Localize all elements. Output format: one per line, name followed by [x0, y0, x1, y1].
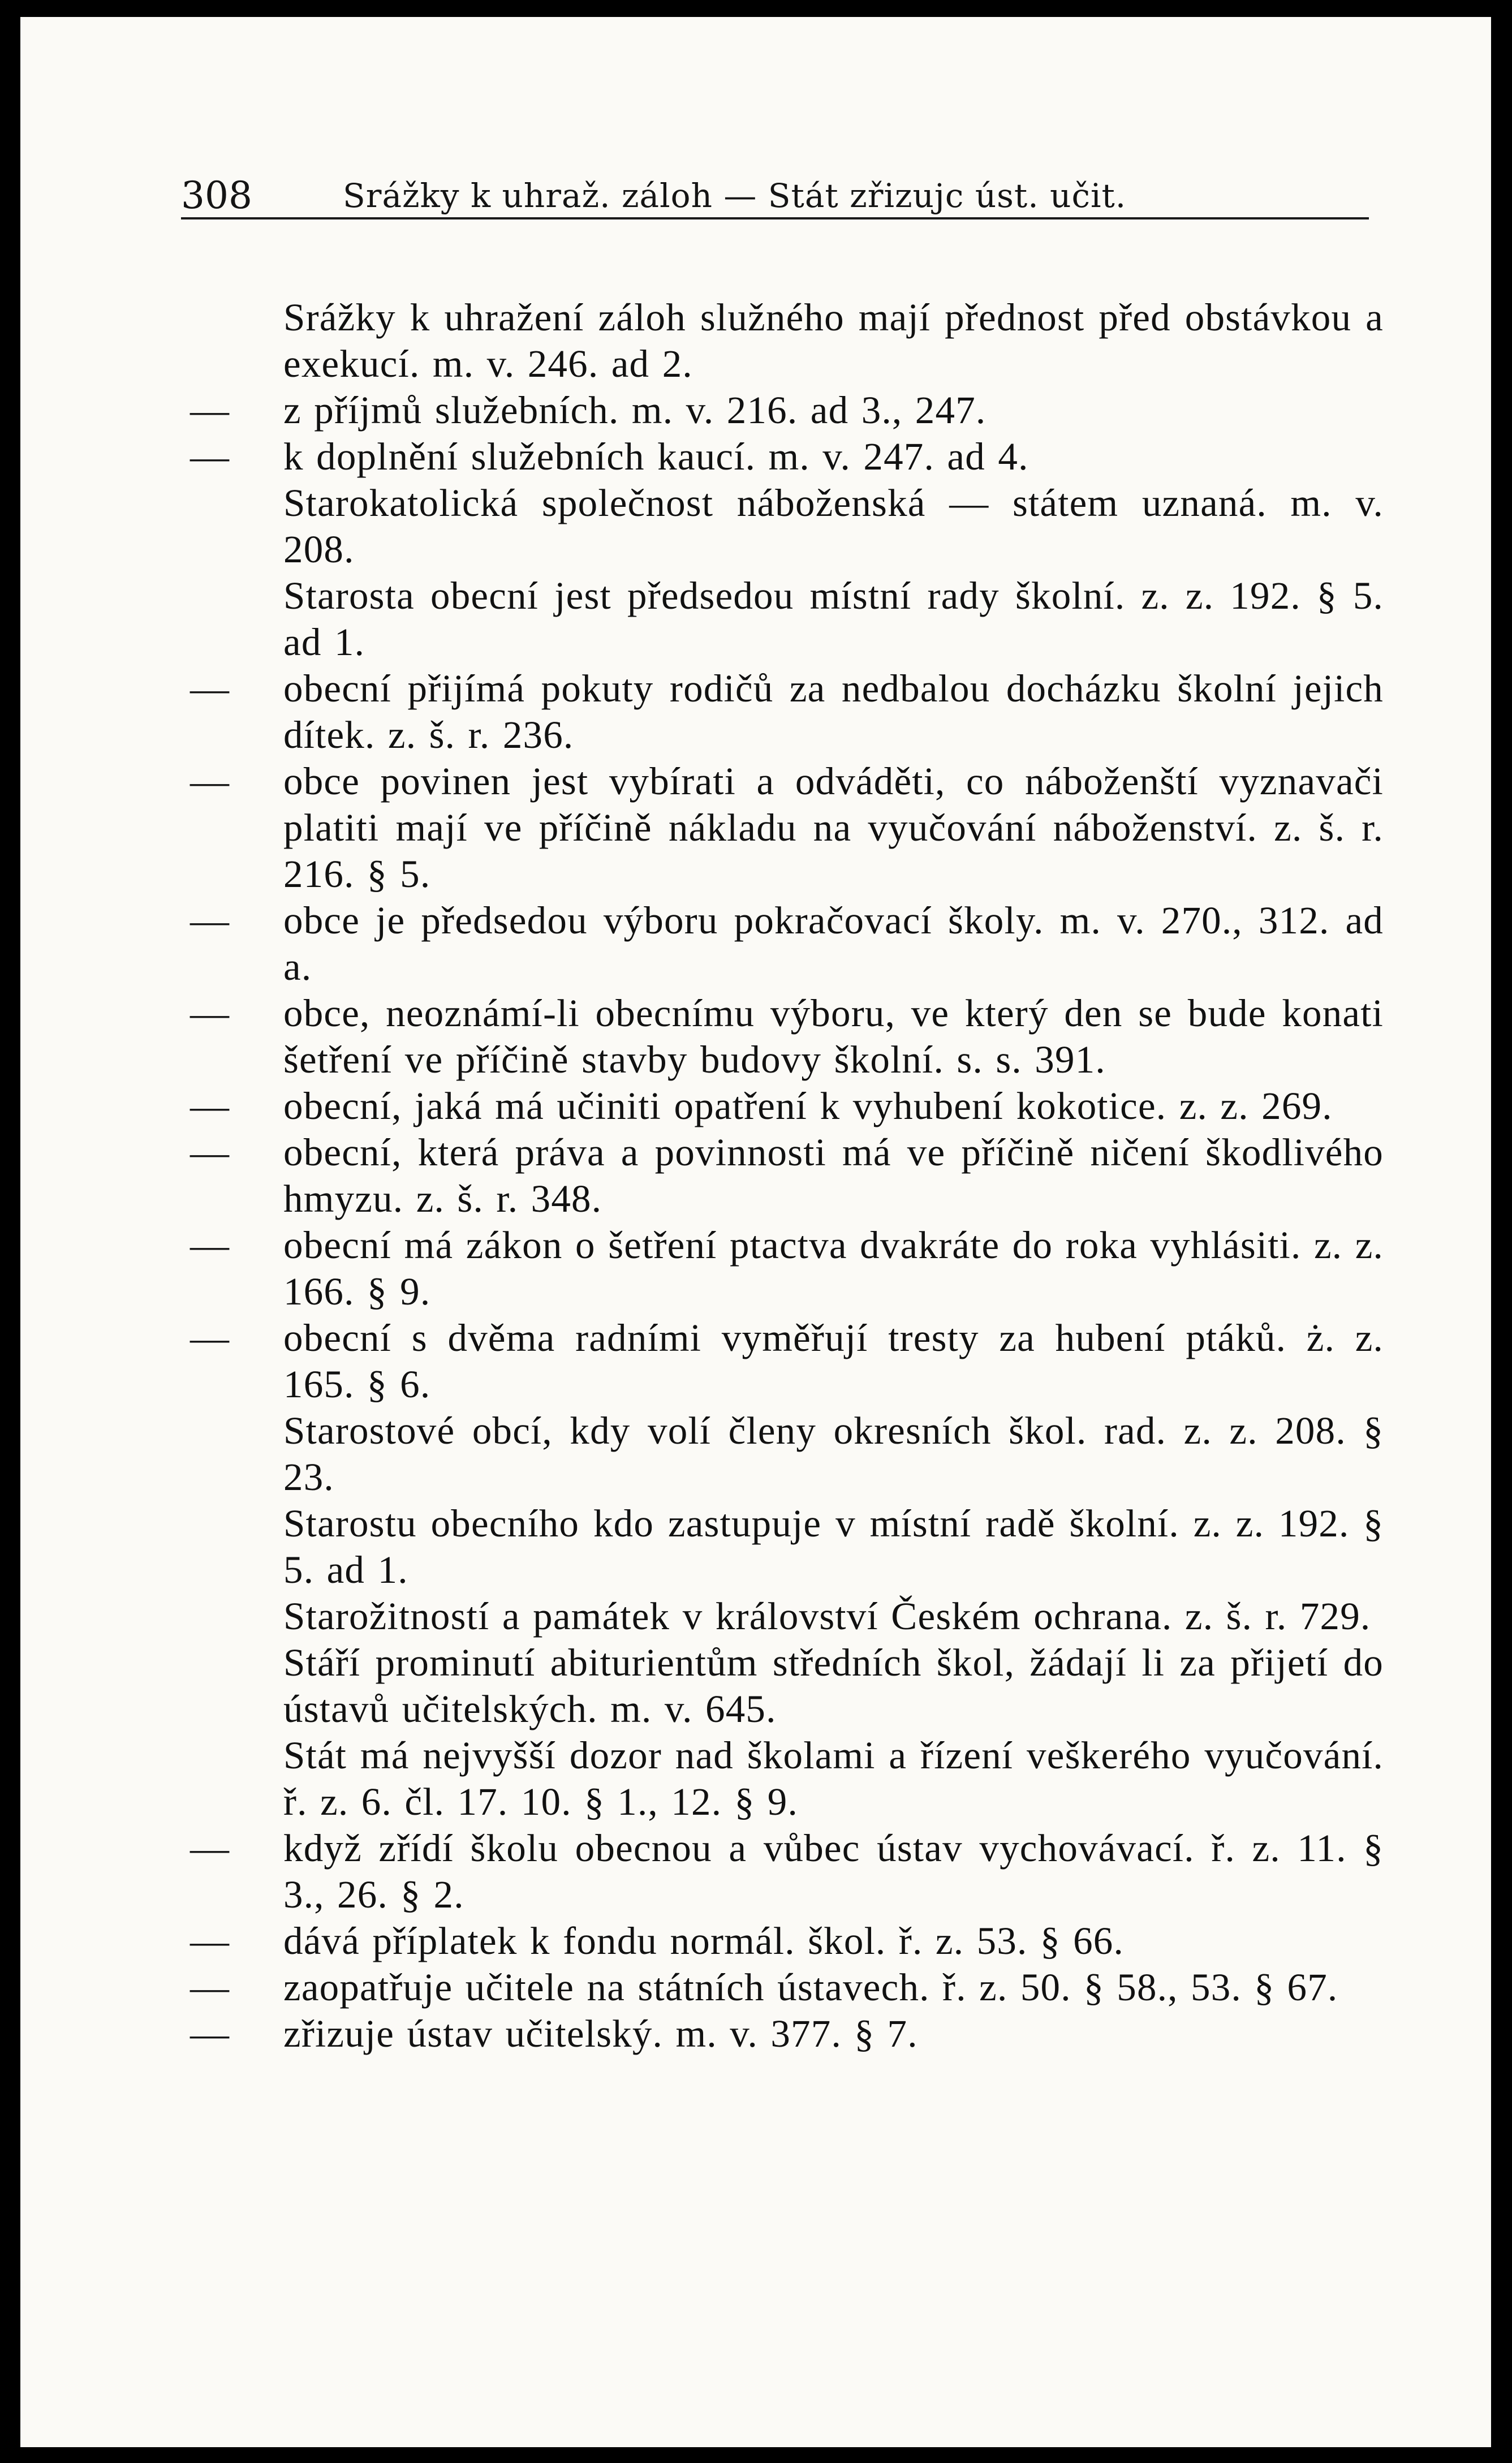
- index-subentry: — z příjmů služebních. m. v. 216. ad 3., 247.: [190, 389, 987, 432]
- index-subentry: — když zřídí školu obecnou a vůbec ústav vychovávací. ř. z. 11. § 3., 26. § 2.: [190, 1827, 1384, 1916]
- index-entry: Stát má nejvyšší dozor nad školami a řízení veškerého vyučování. ř. z. 6. čl. 17. 10. § 1., 12. § 9.: [283, 1734, 1384, 1823]
- page-number: 308: [181, 174, 252, 217]
- page-header: [181, 157, 1375, 219]
- index-subentry: — dává příplatek k fondu normál. škol. ř. z. 53. § 66.: [190, 1919, 1124, 1962]
- index-subentry: — obce povinen jest vybírati a odváděti, co náboženští vyznavači platiti mají ve příčině nákladu na vyučování náboženství. z. š. r. 216. § 5.: [190, 760, 1384, 895]
- index-subentry: — obecní, která práva a povinnosti má ve příčině ničení škodlivého hmyzu. z. š. r. 348.: [190, 1131, 1384, 1220]
- index-subentry: — obce, neoznámí-li obecnímu výboru, ve který den se bude konati šetření ve příčině stavby budovy školní. s. s. 391.: [190, 992, 1384, 1081]
- index-subentry: — obce je předsedou výboru pokračovací školy. m. v. 270., 312. ad a.: [190, 899, 1384, 988]
- index-entry: Starostové obcí, kdy volí členy okresních škol. rad. z. z. 208. § 23.: [283, 1409, 1384, 1499]
- index-entry: Starostu obecního kdo zastupuje v místní radě školní. z. z. 192. § 5. ad 1.: [283, 1502, 1384, 1591]
- index-subentry: — obecní má zákon o šetření ptactva dvakráte do roka vyhlásiti. z. z. 166. § 9.: [190, 1224, 1384, 1313]
- book-page: [20, 17, 1491, 2447]
- index-subentry: — zřizuje ústav učitelský. m. v. 377. § 7.: [190, 2012, 918, 2055]
- index-subentry: — zaopatřuje učitele na státních ústavech. ř. z. 50. § 58., 53. § 67.: [190, 1966, 1338, 2009]
- index-entry: Starokatolická společnost náboženská — státem uznaná. m. v. 208.: [283, 481, 1384, 571]
- index-entry: Starožitností a památek v království Českém ochrana. z. š. r. 729.: [283, 1595, 1371, 1638]
- index-entry: Stáří prominutí abiturientům středních škol, žádají li za přijetí do ústavů učitelských. m. v. 645.: [283, 1641, 1384, 1730]
- index-entries: [190, 294, 1384, 2057]
- index-subentry: — obecní přijímá pokuty rodičů za nedbalou docházku školní jejich dítek. z. š. r. 236.: [190, 667, 1384, 756]
- header-rule: [181, 217, 1369, 219]
- index-subentry: — obecní s dvěma radními vyměřují tresty za hubení ptáků. ż. z. 165. § 6.: [190, 1316, 1384, 1406]
- running-head: Srážky k uhraž. záloh — Stát zřizujc úst. učit.: [343, 176, 1127, 215]
- index-entry: Srážky k uhražení záloh služného mají přednost před obstávkou a exekucí. m. v. 246. ad 2.: [283, 296, 1384, 385]
- index-subentry: — k doplnění služebních kaucí. m. v. 247. ad 4.: [190, 435, 1029, 478]
- index-entry: Starosta obecní jest předsedou místní rady školní. z. z. 192. § 5. ad 1.: [283, 574, 1384, 664]
- index-subentry: — obecní, jaká má učiniti opatření k vyhubení kokotice. z. z. 269.: [190, 1084, 1333, 1127]
